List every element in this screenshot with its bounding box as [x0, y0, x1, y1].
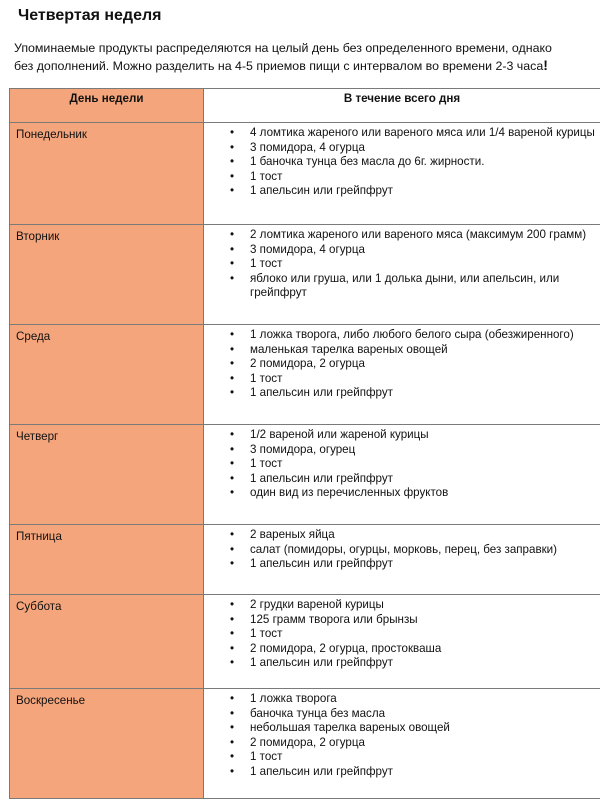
page-title: Четвертая неделя — [18, 7, 161, 25]
intro-exclamation: ! — [543, 57, 548, 73]
table-row — [10, 123, 600, 225]
meal-item-list — [204, 692, 596, 780]
diet-schedule-table — [9, 88, 600, 799]
meal-item-list — [204, 598, 596, 671]
table-row — [10, 225, 600, 325]
list-item: • 1 баночка тунца без масла до 6г. жирности. — [204, 155, 596, 170]
table-row — [10, 595, 600, 689]
list-item: • 1 апельсин или грейпфрут — [204, 656, 596, 671]
list-item: • 3 помидора, 4 огурца — [204, 141, 596, 156]
table-row — [10, 425, 600, 525]
meals-cell — [204, 325, 600, 425]
day-name-cell: Вторник — [10, 225, 204, 325]
list-item: • маленькая тарелка вареных овощей — [204, 343, 596, 358]
list-item: • 1 тост — [204, 257, 596, 272]
list-item: • 1 тост — [204, 627, 596, 642]
list-item: • 1/2 вареной или жареной курицы — [204, 428, 596, 443]
list-item: • 1 ложка творога, либо любого белого сыра (обезжиренного) — [204, 328, 596, 343]
intro-paragraph — [14, 40, 600, 75]
meals-cell — [204, 595, 600, 689]
table-body — [10, 123, 600, 799]
list-item: • 1 тост — [204, 170, 596, 185]
list-item: • салат (помидоры, огурцы, морковь, перец, без заправки) — [204, 543, 596, 558]
intro-line-2: без дополнений. Можно разделить на 4-5 приемов пищи с интервалом во времени 2-3 часа — [14, 59, 543, 73]
day-name-cell: Суббота — [10, 595, 204, 689]
table-row — [10, 325, 600, 425]
day-name-cell: Пятница — [10, 525, 204, 595]
list-item: • 1 апельсин или грейпфрут — [204, 765, 596, 780]
day-name-cell: Четверг — [10, 425, 204, 525]
meals-cell — [204, 225, 600, 325]
list-item: • 1 апельсин или грейпфрут — [204, 386, 596, 401]
list-item: • 2 помидора, 2 огурца, простокваша — [204, 642, 596, 657]
list-item: • один вид из перечисленных фруктов — [204, 486, 596, 501]
day-name-cell: Среда — [10, 325, 204, 425]
list-item: • 2 помидора, 2 огурца — [204, 357, 596, 372]
list-item: • 1 апельсин или грейпфрут — [204, 184, 596, 199]
meal-item-list — [204, 328, 596, 401]
list-item: • яблоко или груша, или 1 долька дыни, или апельсин, или грейпфрут — [204, 272, 596, 301]
meals-cell — [204, 425, 600, 525]
day-name-cell: Воскресенье — [10, 689, 204, 799]
intro-line-1: Упоминаемые продукты распределяются на целый день без определенного времени, однако — [14, 41, 552, 55]
list-item: • 1 ложка творога — [204, 692, 596, 707]
header-whole-day: В течение всего дня — [204, 89, 600, 123]
header-day-of-week: День недели — [10, 89, 204, 123]
list-item: • 2 грудки вареной курицы — [204, 598, 596, 613]
table-row — [10, 525, 600, 595]
table-row — [10, 689, 600, 799]
meals-cell — [204, 123, 600, 225]
list-item: • 1 тост — [204, 457, 596, 472]
meal-item-list — [204, 228, 596, 301]
list-item: • 125 грамм творога или брынзы — [204, 613, 596, 628]
table-header-row — [10, 89, 600, 123]
list-item: • 2 ломтика жареного или вареного мяса (максимум 200 грамм) — [204, 228, 596, 243]
list-item: • 1 апельсин или грейпфрут — [204, 557, 596, 572]
meal-item-list — [204, 428, 596, 501]
list-item: • 1 апельсин или грейпфрут — [204, 472, 596, 487]
list-item: • 1 тост — [204, 750, 596, 765]
list-item: • 3 помидора, 4 огурца — [204, 243, 596, 258]
list-item: • баночка тунца без масла — [204, 707, 596, 722]
meal-item-list — [204, 126, 596, 199]
list-item: • 2 вареных яйца — [204, 528, 596, 543]
list-item: • 3 помидора, огурец — [204, 443, 596, 458]
meal-item-list — [204, 528, 596, 572]
day-name-cell: Понедельник — [10, 123, 204, 225]
list-item: • небольшая тарелка вареных овощей — [204, 721, 596, 736]
list-item: • 2 помидора, 2 огурца — [204, 736, 596, 751]
list-item: • 1 тост — [204, 372, 596, 387]
meals-cell — [204, 525, 600, 595]
list-item: • 4 ломтика жареного или вареного мяса или 1/4 вареной курицы — [204, 126, 596, 141]
meals-cell — [204, 689, 600, 799]
